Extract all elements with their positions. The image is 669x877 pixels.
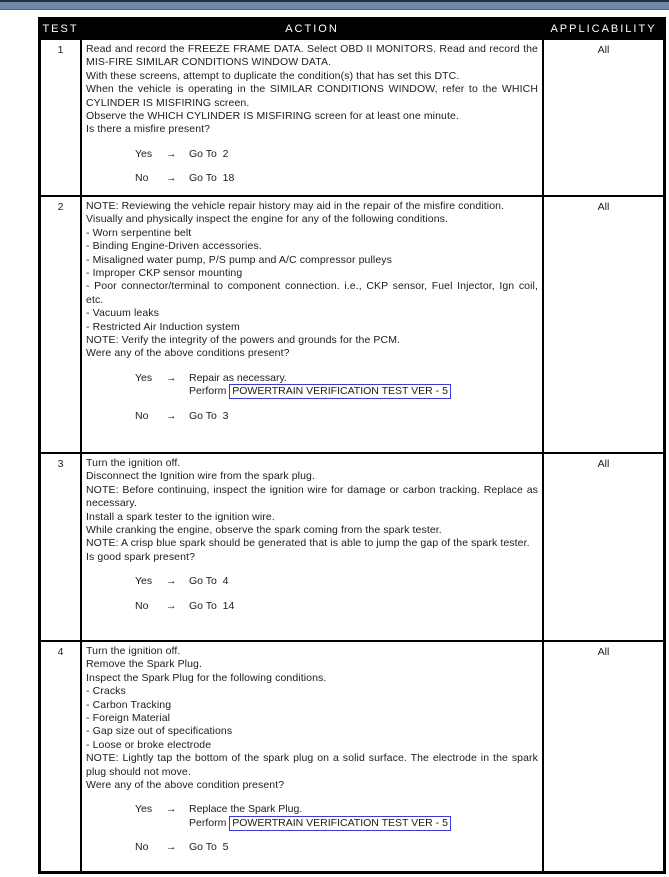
result-text: Repair as necessary. <box>189 371 287 384</box>
action-text-line: - Restricted Air Induction system <box>86 320 240 333</box>
test-number: 3 <box>40 453 82 641</box>
test-number: 1 <box>40 39 82 196</box>
decision-no <box>86 172 538 185</box>
decision-result-line <box>189 410 538 423</box>
result-text: Replace the Spark Plug. <box>189 803 303 816</box>
action-text-line: NOTE: A crisp blue spark should be generated that is able to jump the gap of the spark tester. <box>86 537 530 550</box>
action-text-line: - Gap size out of specifications <box>86 725 233 738</box>
decision-result <box>189 410 538 423</box>
action-text-line: - Poor connector/terminal to component connection. i.e., CKP sensor, Fuel Injector, Ign coil, etc. <box>86 280 538 306</box>
decision-yes <box>86 372 538 399</box>
col-header-test: TEST <box>40 19 82 40</box>
decision-answer: Yes <box>135 803 153 816</box>
action-text-line: Read and record the FREEZE FRAME DATA. Select OBD II MONITORS. Read and record the MIS-FIRE SIMILAR CONDITIONS WINDOW DATA. <box>86 43 538 69</box>
result-text: Go To 5 <box>189 841 229 854</box>
table-row <box>40 39 665 196</box>
action-text-line: - Foreign Material <box>86 712 171 725</box>
test-number: 2 <box>40 196 82 453</box>
col-header-applicability: APPLICABILITY <box>543 19 665 40</box>
result-text: Go To 18 <box>189 172 235 185</box>
action-cell <box>81 39 543 196</box>
diagnostic-test-table <box>38 17 666 874</box>
decision-result <box>189 803 538 830</box>
decision-result <box>189 841 538 854</box>
action-text-line: Turn the ignition off. <box>86 645 181 657</box>
action-text-line: - Improper CKP sensor mounting <box>86 267 243 280</box>
result-text: Go To 4 <box>189 575 229 588</box>
table-row <box>40 453 665 641</box>
arrow-right-icon: → <box>166 409 177 422</box>
action-text-line: - Cracks <box>86 685 126 698</box>
action-text-line: Observe the WHICH CYLINDER IS MISFIRING screen for at least one minute. <box>86 110 459 123</box>
decision-result <box>189 575 538 588</box>
action-text-line: While cranking the engine, observe the spark coming from the spark tester. <box>86 524 442 537</box>
action-text-line: NOTE: Reviewing the vehicle repair history may aid in the repair of the misfire condition. <box>86 200 505 212</box>
decision-result-line <box>189 600 538 613</box>
test-number: 4 <box>40 641 82 873</box>
action-text-line: Turn the ignition off. <box>86 457 181 469</box>
table-header <box>40 19 665 40</box>
decision-result-line <box>189 841 538 854</box>
action-text-line: - Worn serpentine belt <box>86 226 192 239</box>
decision-answer: Yes <box>135 147 153 160</box>
action-text-line: With these screens, attempt to duplicate the condition(s) that has set this DTC. <box>86 69 460 82</box>
decision-result <box>189 600 538 613</box>
decision-result <box>189 148 538 161</box>
action-text-line: - Vacuum leaks <box>86 307 159 320</box>
applicability-value: All <box>543 641 665 873</box>
arrow-right-icon: → <box>166 371 177 384</box>
arrow-right-icon: → <box>166 599 177 612</box>
applicability-value: All <box>543 39 665 196</box>
decision-no <box>86 600 538 613</box>
decision-result <box>189 172 538 185</box>
action-text-line: - Misaligned water pump, P/S pump and A/C compressor pulleys <box>86 253 392 266</box>
action-text-line: - Loose or broke electrode <box>86 738 212 751</box>
action-text-line: When the vehicle is operating in the SIMILAR CONDITIONS WINDOW, refer to the WHICH CYLINDER IS MISFIRING screen. <box>86 83 538 109</box>
action-text-line: Install a spark tester to the ignition wire. <box>86 510 275 523</box>
action-text-line: Were any of the above conditions present? <box>86 347 290 360</box>
decision-answer: No <box>135 599 149 612</box>
action-text-line: Remove the Spark Plug. <box>86 658 203 671</box>
result-text: Go To 3 <box>189 409 229 422</box>
arrow-right-icon: → <box>166 841 177 854</box>
decision-answer: Yes <box>135 575 153 588</box>
decision-result-line <box>189 803 538 816</box>
decision-result-line <box>189 817 538 830</box>
action-cell <box>81 641 543 873</box>
window-top-bar <box>0 0 669 10</box>
action-text-line: - Binding Engine-Driven accessories. <box>86 240 262 253</box>
col-header-action: ACTION <box>81 19 543 40</box>
powertrain-verification-test-link[interactable]: POWERTRAIN VERIFICATION TEST VER - 5 <box>229 816 451 831</box>
table-row <box>40 641 665 873</box>
action-text-line: NOTE: Before continuing, inspect the ignition wire for damage or carbon tracking. Replace as necessary. <box>86 483 538 510</box>
result-text: Go To 2 <box>189 147 229 160</box>
action-text-line: Is good spark present? <box>86 550 196 563</box>
decision-result-line <box>189 385 538 398</box>
action-text-line: Disconnect the Ignition wire from the spark plug. <box>86 470 316 483</box>
powertrain-verification-test-link[interactable]: POWERTRAIN VERIFICATION TEST VER - 5 <box>229 384 451 399</box>
document-page <box>0 10 669 874</box>
decision-no <box>86 410 538 423</box>
table-body <box>40 39 665 873</box>
action-text-line: NOTE: Verify the integrity of the powers and grounds for the PCM. <box>86 334 401 347</box>
arrow-right-icon: → <box>166 575 177 588</box>
decision-result-line <box>189 372 538 385</box>
decision-yes <box>86 575 538 588</box>
action-text-line: NOTE: Lightly tap the bottom of the spark plug on a solid surface. The electrode in the spark plug should not move. <box>86 752 538 778</box>
applicability-value: All <box>543 196 665 453</box>
decision-answer: No <box>135 409 149 422</box>
table-row <box>40 196 665 453</box>
decision-result-line <box>189 575 538 588</box>
decision-answer: Yes <box>135 371 153 384</box>
action-text-line: Inspect the Spark Plug for the following conditions. <box>86 671 327 684</box>
applicability-value: All <box>543 453 665 641</box>
action-text-line: - Carbon Tracking <box>86 698 172 711</box>
result-text: Perform <box>189 816 230 829</box>
decision-yes <box>86 803 538 830</box>
arrow-right-icon: → <box>166 147 177 160</box>
action-cell <box>81 196 543 453</box>
action-text-line: Visually and physically inspect the engine for any of the following conditions. <box>86 213 449 226</box>
decision-no <box>86 841 538 854</box>
decision-answer: No <box>135 172 149 185</box>
decision-yes <box>86 148 538 161</box>
decision-result <box>189 372 538 399</box>
decision-result-line <box>189 172 538 185</box>
decision-result-line <box>189 148 538 161</box>
result-text: Go To 14 <box>189 599 235 612</box>
action-text-line: Is there a misfire present? <box>86 123 211 136</box>
arrow-right-icon: → <box>166 172 177 185</box>
arrow-right-icon: → <box>166 803 177 816</box>
action-cell <box>81 453 543 641</box>
action-text-line: Were any of the above condition present? <box>86 779 285 792</box>
result-text: Perform <box>189 385 230 398</box>
decision-answer: No <box>135 841 149 854</box>
